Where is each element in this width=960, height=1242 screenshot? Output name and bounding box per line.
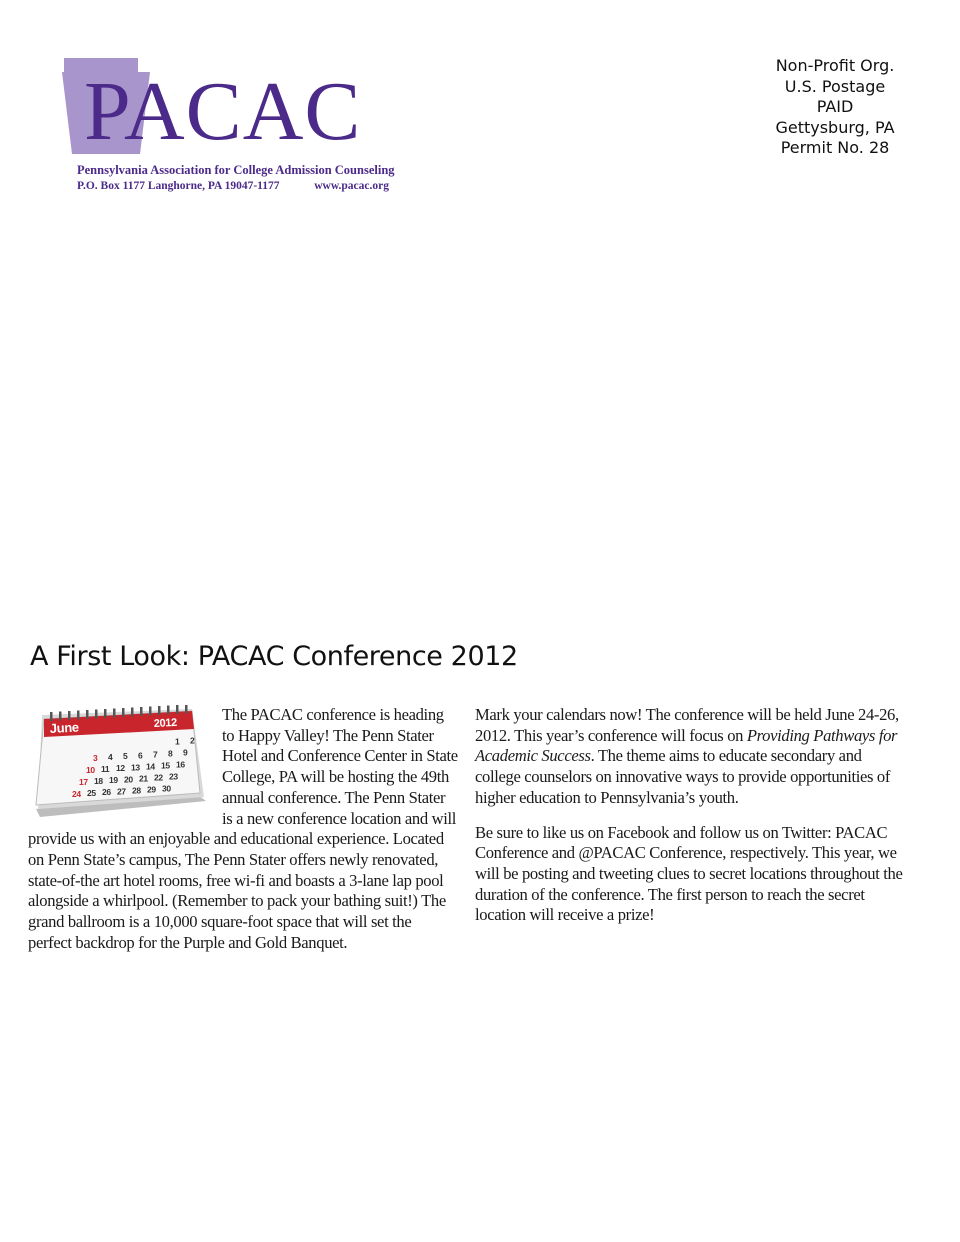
calendar-ring [50,712,53,721]
postage-indicia [765,56,905,159]
calendar-day: 4 [108,752,113,763]
calendar-ring [68,711,71,720]
article-headline: A First Look: PACAC Conference 2012 [30,641,518,672]
calendar-day: 3 [93,753,98,763]
calendar-ring [176,705,179,714]
calendar-ring [122,708,125,717]
org-name: Pennsylvania Association for College Admission Counseling [77,163,395,177]
calendar-ring [77,711,80,720]
article-left-column [28,705,458,953]
calendar-day: 21 [139,773,148,784]
conference-dates-text: Mark your calendars now! The conference will be held June 24-26, 2012. This year’s conference will focus on [475,705,899,745]
calendar-day: 17 [79,777,88,787]
calendar-day: 1 [175,736,180,747]
calendar-day: 27 [117,786,126,797]
calendar-day: 14 [146,761,155,772]
indicia-line: Gettysburg, PA [775,117,895,137]
calendar-day: 26 [102,787,111,798]
indicia-line: Permit No. 28 [780,138,890,158]
right-paragraph-2: Be sure to like us on Facebook and follow us on Twitter: PACAC Conference and @PACAC Conference, respectively. This year, we will be posting and tweeting clues to secret locations throughout the duration of the conference. The first person to reach the secret location will receive a prize! [475,822,903,925]
calendar-day: 10 [86,765,95,775]
calendar-ring [104,709,107,718]
calendar-ring [131,708,134,717]
calendar-day: 13 [131,762,140,773]
calendar-day: 20 [124,774,133,785]
calendar-day: 6 [138,750,143,761]
article-right-column [475,705,910,940]
calendar-day: 16 [176,759,185,770]
address-row [77,178,389,194]
calendar-image [28,705,214,817]
calendar-day: 15 [161,760,170,771]
website-link[interactable]: www.pacac.org [314,180,389,192]
calendar-ring [140,707,143,716]
calendar-ring [167,706,170,715]
calendar-day: 29 [147,784,156,795]
calendar-day: 11 [101,764,110,775]
left-paragraph: The PACAC conference is heading to Happy Valley! The Penn Stater Hotel and Conference Center in State College, PA will be hosting the 49th annual conference. The Penn Stater is a new conference location and will provide us with an enjoyable and educational experience. Located on Penn State’s campus, The Penn Stater offers newly renovated, state-of-the art hotel rooms, free wi-fi and boasts a 3-lane lap pool alongside a whirlpool. (Remember to pack your bathing suit!) The grand ballroom is a 10,000 square-foot space that will set the perfect backdrop for the Purple and Gold Banquet. [28,705,458,952]
calendar-day: 28 [132,785,141,796]
calendar-day: 30 [162,783,171,794]
calendar-ring [158,706,161,715]
calendar-ring [59,712,62,721]
indicia-line: U.S. Postage [784,76,886,96]
calendar-day: 12 [116,763,125,774]
mailing-address: P.O. Box 1177 Langhorne, PA 19047-1177 [77,180,280,192]
calendar-icon [28,705,214,817]
indicia-line: PAID [816,97,854,117]
calendar-ring [185,705,188,714]
calendar-year: 2012 [153,716,178,730]
calendar-ring [86,710,89,719]
calendar-ring [113,709,116,718]
calendar-day: 19 [109,775,118,786]
calendar-day: 24 [72,789,81,799]
logo-subtitle [77,162,397,194]
calendar-day: 23 [169,771,178,782]
theme-description: . The theme aims to educate secondary and college counselors on innovative ways to provide opportunities of higher education to Pennsylvania’s youth. [475,746,891,807]
calendar-ring [149,707,152,716]
calendar-day: 8 [168,748,173,759]
calendar-day: 2 [190,735,195,746]
right-paragraph-1 [475,705,910,809]
logo-wordmark: PACAC [84,65,362,158]
calendar-day: 5 [123,751,128,762]
calendar-day: 9 [183,747,188,758]
calendar-day: 25 [87,788,96,799]
calendar-ring [95,710,98,719]
calendar-day: 18 [94,776,103,787]
pacac-logo [56,56,396,196]
calendar-day: 22 [154,772,163,783]
indicia-line: Non-Profit Org. [775,56,895,75]
conference-theme: Providing Pathways for Academic Success [475,725,898,766]
calendar-day: 7 [153,749,158,760]
calendar-month: June [49,719,80,736]
